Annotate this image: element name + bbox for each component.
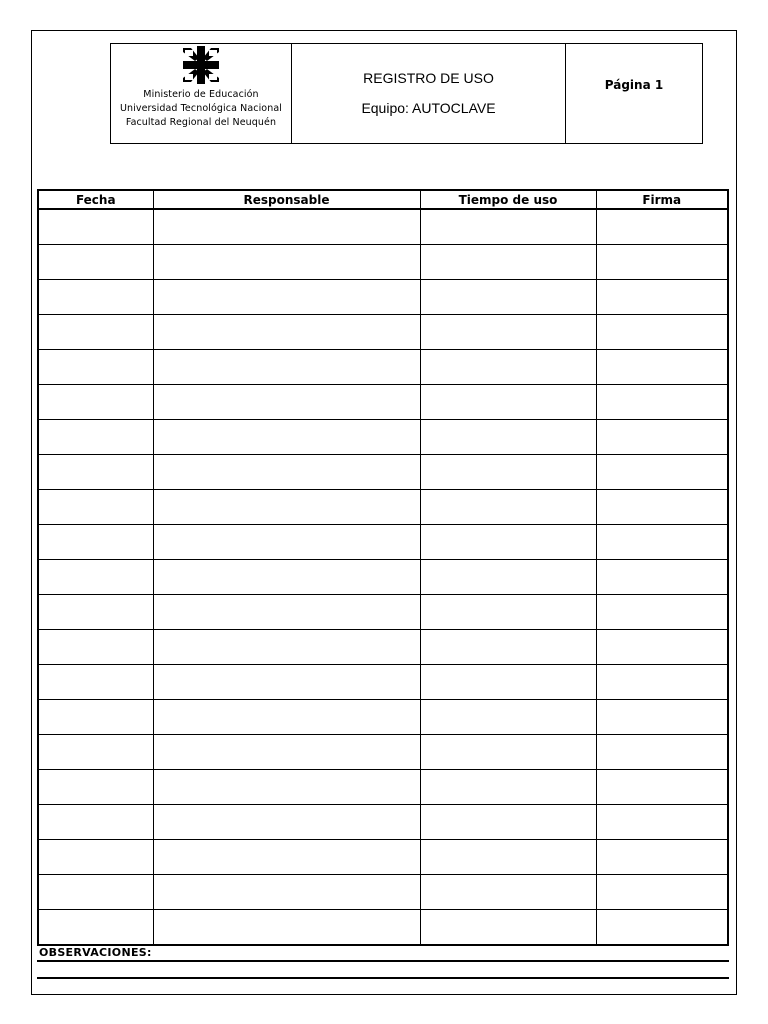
- table-row: [38, 630, 728, 665]
- cell-firma[interactable]: [596, 770, 728, 805]
- cell-firma[interactable]: [596, 385, 728, 420]
- column-header-firma: Firma: [596, 190, 728, 209]
- observations-line: [37, 960, 729, 962]
- cell-responsable[interactable]: [153, 209, 420, 245]
- column-header-responsable: Responsable: [153, 190, 420, 209]
- institution-lines: [120, 88, 282, 130]
- table-row: [38, 840, 728, 875]
- cell-fecha[interactable]: [38, 560, 153, 595]
- cell-responsable[interactable]: [153, 700, 420, 735]
- cell-responsable[interactable]: [153, 665, 420, 700]
- table-header-row: [38, 190, 728, 209]
- cell-fecha[interactable]: [38, 280, 153, 315]
- table-row: [38, 350, 728, 385]
- table-row: [38, 560, 728, 595]
- usage-log-table: [37, 189, 729, 946]
- cell-tiempo[interactable]: [420, 525, 596, 560]
- table-row: [38, 875, 728, 910]
- cell-tiempo[interactable]: [420, 350, 596, 385]
- table-row: [38, 700, 728, 735]
- cell-fecha[interactable]: [38, 209, 153, 245]
- cell-tiempo[interactable]: [420, 595, 596, 630]
- cell-responsable[interactable]: [153, 315, 420, 350]
- document-header: [110, 43, 703, 144]
- cell-fecha[interactable]: [38, 420, 153, 455]
- cell-firma[interactable]: [596, 350, 728, 385]
- table-row: [38, 665, 728, 700]
- cell-tiempo[interactable]: [420, 490, 596, 525]
- cell-firma[interactable]: [596, 560, 728, 595]
- cell-fecha[interactable]: [38, 245, 153, 280]
- cell-responsable[interactable]: [153, 805, 420, 840]
- cell-fecha[interactable]: [38, 525, 153, 560]
- cell-firma[interactable]: [596, 209, 728, 245]
- cell-responsable[interactable]: [153, 735, 420, 770]
- cell-responsable[interactable]: [153, 350, 420, 385]
- cell-firma[interactable]: [596, 420, 728, 455]
- table-row: [38, 805, 728, 840]
- cell-responsable[interactable]: [153, 630, 420, 665]
- table-row: [38, 280, 728, 315]
- cell-firma[interactable]: [596, 665, 728, 700]
- cell-responsable[interactable]: [153, 595, 420, 630]
- cell-tiempo[interactable]: [420, 910, 596, 946]
- cell-firma[interactable]: [596, 630, 728, 665]
- cell-fecha[interactable]: [38, 840, 153, 875]
- cell-fecha[interactable]: [38, 385, 153, 420]
- table-body: [38, 209, 728, 945]
- cell-firma[interactable]: [596, 280, 728, 315]
- cell-firma[interactable]: [596, 840, 728, 875]
- cell-tiempo[interactable]: [420, 315, 596, 350]
- cell-firma[interactable]: [596, 245, 728, 280]
- table-row: [38, 595, 728, 630]
- page-number: Página 1: [604, 78, 664, 92]
- cell-fecha[interactable]: [38, 735, 153, 770]
- cell-fecha[interactable]: [38, 665, 153, 700]
- cell-firma[interactable]: [596, 875, 728, 910]
- cell-fecha[interactable]: [38, 315, 153, 350]
- table-row: [38, 455, 728, 490]
- cell-fecha[interactable]: [38, 595, 153, 630]
- table-row: [38, 315, 728, 350]
- cell-responsable[interactable]: [153, 910, 420, 946]
- cell-responsable[interactable]: [153, 840, 420, 875]
- cell-fecha[interactable]: [38, 805, 153, 840]
- equipment-label: Equipo: AUTOCLAVE: [361, 100, 496, 116]
- cell-fecha[interactable]: [38, 910, 153, 946]
- table-row: [38, 910, 728, 946]
- cell-responsable[interactable]: [153, 525, 420, 560]
- cell-tiempo[interactable]: [420, 875, 596, 910]
- cell-fecha[interactable]: [38, 875, 153, 910]
- table-row: [38, 385, 728, 420]
- cell-responsable[interactable]: [153, 875, 420, 910]
- cell-tiempo[interactable]: [420, 630, 596, 665]
- page-number-block: [566, 44, 702, 143]
- table-row: [38, 490, 728, 525]
- cell-responsable[interactable]: [153, 455, 420, 490]
- title-block: [292, 44, 566, 143]
- cell-responsable[interactable]: [153, 245, 420, 280]
- cell-tiempo[interactable]: [420, 280, 596, 315]
- cell-fecha[interactable]: [38, 700, 153, 735]
- cell-tiempo[interactable]: [420, 385, 596, 420]
- table-row: [38, 420, 728, 455]
- cell-tiempo[interactable]: [420, 735, 596, 770]
- cell-tiempo[interactable]: [420, 455, 596, 490]
- cell-fecha[interactable]: [38, 770, 153, 805]
- cell-firma[interactable]: [596, 700, 728, 735]
- cell-firma[interactable]: [596, 525, 728, 560]
- cell-tiempo[interactable]: [420, 700, 596, 735]
- cell-responsable[interactable]: [153, 490, 420, 525]
- cell-firma[interactable]: [596, 455, 728, 490]
- institution-block: [111, 44, 292, 143]
- cell-tiempo[interactable]: [420, 245, 596, 280]
- cell-tiempo[interactable]: [420, 840, 596, 875]
- cell-responsable[interactable]: [153, 385, 420, 420]
- cell-firma[interactable]: [596, 315, 728, 350]
- cell-tiempo[interactable]: [420, 770, 596, 805]
- cell-firma[interactable]: [596, 490, 728, 525]
- table-row: [38, 245, 728, 280]
- cell-firma[interactable]: [596, 910, 728, 946]
- column-header-tiempo: Tiempo de uso: [420, 190, 596, 209]
- cell-firma[interactable]: [596, 805, 728, 840]
- table-row: [38, 770, 728, 805]
- cell-tiempo[interactable]: [420, 665, 596, 700]
- table-row: [38, 209, 728, 245]
- cell-tiempo[interactable]: [420, 420, 596, 455]
- cell-responsable[interactable]: [153, 420, 420, 455]
- cell-responsable[interactable]: [153, 280, 420, 315]
- cell-fecha[interactable]: [38, 630, 153, 665]
- cell-fecha[interactable]: [38, 350, 153, 385]
- cell-responsable[interactable]: [153, 560, 420, 595]
- document-title: REGISTRO DE USO: [363, 70, 494, 86]
- cell-tiempo[interactable]: [420, 560, 596, 595]
- cell-fecha[interactable]: [38, 455, 153, 490]
- cell-responsable[interactable]: [153, 770, 420, 805]
- column-header-fecha: Fecha: [38, 190, 153, 209]
- cell-tiempo[interactable]: [420, 209, 596, 245]
- utn-logo-icon: [181, 46, 221, 84]
- cell-firma[interactable]: [596, 595, 728, 630]
- ministry-name: Ministerio de Educación: [143, 89, 259, 100]
- observations-line: [37, 977, 729, 979]
- cell-firma[interactable]: [596, 735, 728, 770]
- cell-fecha[interactable]: [38, 490, 153, 525]
- faculty-name: Facultad Regional del Neuquén: [125, 117, 277, 128]
- cell-tiempo[interactable]: [420, 805, 596, 840]
- observations-label: OBSERVACIONES:: [39, 946, 152, 959]
- table-row: [38, 735, 728, 770]
- table-row: [38, 525, 728, 560]
- university-name: Universidad Tecnológica Nacional: [119, 103, 283, 114]
